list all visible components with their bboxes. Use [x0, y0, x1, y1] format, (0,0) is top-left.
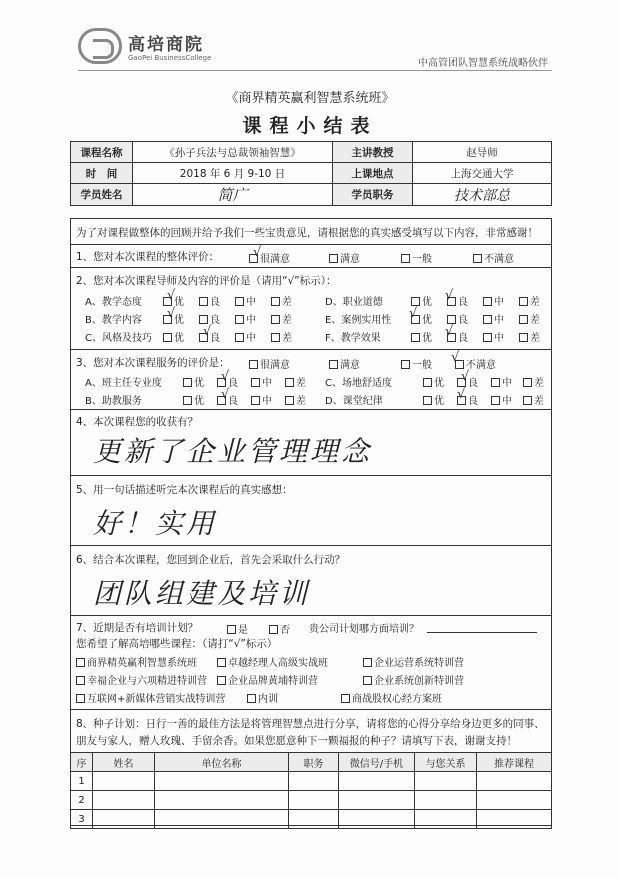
- grade-box[interactable]: 差: [271, 311, 292, 326]
- table-row: [71, 772, 552, 791]
- label-course-name: 课程名称: [71, 142, 133, 163]
- q5-section: [71, 475, 551, 545]
- q4-section: [71, 409, 551, 475]
- grade-box[interactable]: 中: [491, 392, 512, 407]
- course-option[interactable]: 企业系统创新特训营: [363, 672, 464, 687]
- grade-box[interactable]: 差: [285, 392, 306, 407]
- q3-item-teacher: A、班主任专业度: [85, 378, 162, 389]
- q1-check-mark: √: [253, 245, 262, 260]
- q2-check-mark: √: [445, 324, 454, 339]
- q7-yes[interactable]: 是: [227, 621, 248, 636]
- course-option[interactable]: 商战股权心经方案班: [341, 690, 442, 705]
- grade-box[interactable]: 中: [491, 374, 512, 389]
- table-cell[interactable]: [289, 772, 339, 791]
- value-location[interactable]: 上海交通大学: [413, 163, 552, 184]
- table-cell[interactable]: [93, 810, 155, 829]
- table-cell[interactable]: [93, 772, 155, 791]
- grade-box[interactable]: 良: [199, 329, 220, 344]
- table-row: [71, 791, 552, 810]
- table-cell[interactable]: [477, 772, 552, 791]
- q6-section: [71, 545, 551, 615]
- q2-item-ethics: D、职业道德: [325, 297, 383, 308]
- q2-check-mark: √: [409, 306, 418, 321]
- grade-box[interactable]: 优: [183, 374, 204, 389]
- q2-check-mark: √: [167, 306, 176, 321]
- q1-opt-average[interactable]: 一般: [401, 250, 432, 265]
- doc-title: 课程小结表: [242, 115, 378, 137]
- grade-box[interactable]: 中: [483, 293, 504, 308]
- q2-check-mark: √: [203, 324, 212, 339]
- grade-box[interactable]: 差: [285, 374, 306, 389]
- table-cell[interactable]: [477, 810, 552, 829]
- grade-box[interactable]: 良: [199, 293, 220, 308]
- q8-text-2: 朋友与家人，赠人玫瑰、手留余香。如果您愿意种下一颗福报的种子？请填写下表，谢谢支持！: [76, 735, 517, 747]
- grade-box[interactable]: 良: [447, 311, 468, 326]
- q3-item-venue: C、场地舒适度: [325, 378, 392, 389]
- q3-check-mark: √: [221, 369, 230, 384]
- intro-text: 为了对课程做整体的回顾并给予我们一些宝贵意见，请根据您的真实感受填写以下内容，非常感谢！: [76, 227, 538, 239]
- q7-which-label: 贵公司计划哪方面培训？: [309, 624, 419, 635]
- header-divider: [78, 70, 552, 71]
- q5-answer[interactable]: 好！实用: [93, 507, 218, 540]
- q1-opt-very-satisfied[interactable]: 很满意: [249, 250, 290, 265]
- q8-section: [71, 709, 551, 827]
- grade-box[interactable]: 中: [251, 392, 272, 407]
- q7-section: [71, 615, 551, 709]
- grade-box[interactable]: 优: [411, 329, 432, 344]
- q1-opt-satisfied[interactable]: 满意: [329, 250, 360, 265]
- grade-box[interactable]: 良: [199, 311, 220, 326]
- table-cell[interactable]: [415, 791, 477, 810]
- grade-box[interactable]: 中: [235, 311, 256, 326]
- grade-box[interactable]: 优: [411, 293, 432, 308]
- q7-which-line[interactable]: [427, 632, 537, 633]
- grade-box[interactable]: 差: [519, 329, 540, 344]
- grade-box[interactable]: 优: [163, 329, 184, 344]
- grade-box[interactable]: 优: [423, 392, 444, 407]
- table-cell[interactable]: [415, 810, 477, 829]
- label-student-name: 学员姓名: [71, 184, 133, 206]
- q1-opt-unsatisfied[interactable]: 不满意: [473, 250, 514, 265]
- q3-item-assistant: B、助教服务: [85, 396, 142, 407]
- row-number: 2: [71, 791, 93, 810]
- doc-subtitle: 《商界精英赢利智慧系统班》: [225, 91, 395, 106]
- grade-box[interactable]: 差: [519, 311, 540, 326]
- value-course-name[interactable]: 《孙子兵法与总裁领袖智慧》: [133, 142, 333, 163]
- logo-subtext: GaoPei BusinessCollege: [128, 54, 212, 62]
- course-option[interactable]: 互联网+新媒体营销实战特训营: [76, 690, 225, 705]
- grade-box[interactable]: 中: [483, 329, 504, 344]
- row-number: 1: [71, 772, 93, 791]
- q7-text: 7、近期是否有培训计划？: [76, 622, 199, 634]
- table-cell[interactable]: [339, 791, 415, 810]
- q3-opt-average[interactable]: 一般: [401, 356, 432, 371]
- q3-check-mark: √: [451, 350, 460, 365]
- q6-text: 6、结合本次课程，您回到企业后，首先会采取什么行动？: [76, 554, 346, 566]
- value-professor[interactable]: 赵导师: [413, 142, 552, 163]
- table-cell[interactable]: [155, 791, 289, 810]
- table-cell[interactable]: [155, 810, 289, 829]
- q2-check-mark: √: [167, 288, 176, 303]
- grade-box[interactable]: 差: [523, 392, 544, 407]
- table-cell[interactable]: [339, 810, 415, 829]
- course-option[interactable]: 幸福企业与六项精进特训营: [76, 672, 207, 687]
- label-professor: 主讲教授: [333, 142, 413, 163]
- grade-box[interactable]: 中: [483, 311, 504, 326]
- q3-check-mark: √: [457, 387, 466, 402]
- q1-section: [71, 244, 551, 267]
- course-option[interactable]: 卓越经理人高级实战班: [217, 654, 328, 669]
- q4-answer[interactable]: 更新了企业管理理念: [93, 435, 373, 468]
- table-cell[interactable]: [415, 772, 477, 791]
- q2-item-attitude: A、教学态度: [85, 297, 142, 308]
- q3-opt-unsatisfied[interactable]: 不满意: [455, 356, 496, 371]
- q3-section: [71, 349, 551, 409]
- table-cell[interactable]: [289, 810, 339, 829]
- q2-item-style: C、风格及技巧: [85, 333, 152, 344]
- value-student-title[interactable]: 技术部总: [413, 184, 552, 206]
- grade-box[interactable]: 优: [183, 392, 204, 407]
- course-option[interactable]: 企业运营系统特训营: [363, 654, 464, 669]
- q2-item-effect: F、教学效果: [325, 333, 381, 344]
- grade-box[interactable]: 良: [447, 293, 468, 308]
- label-time: 时 间: [71, 163, 133, 184]
- grade-box[interactable]: 优: [163, 311, 184, 326]
- grade-box[interactable]: 良: [457, 392, 478, 407]
- q2-item-content: B、教学内容: [85, 315, 142, 326]
- grade-box[interactable]: 差: [271, 293, 292, 308]
- gaopei-logo-icon: [78, 28, 122, 64]
- col-header: 职务: [289, 753, 339, 772]
- col-header: 序: [71, 753, 93, 772]
- grade-box[interactable]: 优: [411, 311, 432, 326]
- survey-body: [70, 218, 552, 826]
- table-row: [71, 810, 552, 829]
- table-cell[interactable]: [93, 791, 155, 810]
- grade-box[interactable]: 差: [523, 374, 544, 389]
- table-cell[interactable]: [477, 791, 552, 810]
- q3-check-mark: √: [461, 369, 470, 384]
- table-cell[interactable]: [155, 772, 289, 791]
- table-cell[interactable]: [289, 791, 339, 810]
- row-number: 3: [71, 810, 93, 829]
- q3-text: 3、您对本次课程服务的评价是：: [76, 357, 230, 369]
- grade-box[interactable]: 良: [457, 374, 478, 389]
- q4-text: 4、本次课程您的收获有？: [76, 416, 199, 428]
- col-header: 与您关系: [415, 753, 477, 772]
- logo-text: 高培商院: [128, 35, 204, 55]
- tagline: 中高管团队智慧系统战略伙伴: [418, 58, 548, 69]
- grade-box[interactable]: 中: [235, 329, 256, 344]
- q6-answer[interactable]: 团队组建及培训: [93, 577, 311, 610]
- col-header: 微信号/手机: [339, 753, 415, 772]
- col-header: 单位名称: [155, 753, 289, 772]
- col-header: 姓名: [93, 753, 155, 772]
- q7-want-text: 您希望了解高培哪些课程：（请打“√”标示）: [76, 638, 278, 650]
- q7-no[interactable]: 否: [269, 621, 290, 636]
- q2-section: [71, 267, 551, 349]
- course-option[interactable]: 内训: [247, 690, 278, 705]
- grade-box[interactable]: 差: [519, 293, 540, 308]
- q2-text: 2、您对本次课程导师及内容的评价是（请用“√”标示）：: [76, 275, 337, 287]
- col-header: 推荐课程: [477, 753, 552, 772]
- grade-box[interactable]: 中: [235, 293, 256, 308]
- course-option[interactable]: 商界精英赢利智慧系统班: [76, 654, 197, 669]
- label-student-title: 学员职务: [333, 184, 413, 206]
- q1-text: 1、您对本次课程的整体评价：: [76, 251, 220, 263]
- label-location: 上课地点: [333, 163, 413, 184]
- value-time[interactable]: 2018 年 6 月 9-10 日: [133, 163, 333, 184]
- grade-box[interactable]: 良: [217, 392, 238, 407]
- grade-box[interactable]: 优: [163, 293, 184, 308]
- q5-text: 5、用一句话描述听完本次课程后的真实感想：: [76, 484, 293, 496]
- grade-box[interactable]: 良: [217, 374, 238, 389]
- grade-box[interactable]: 优: [423, 374, 444, 389]
- q3-opt-satisfied[interactable]: 满意: [329, 356, 360, 371]
- table-cell[interactable]: [339, 772, 415, 791]
- grade-box[interactable]: 中: [251, 374, 272, 389]
- value-student-name[interactable]: 简广: [133, 184, 333, 206]
- referral-table: [70, 752, 552, 829]
- q2-item-case: E、案例实用性: [325, 315, 392, 326]
- q3-check-mark: √: [221, 387, 230, 402]
- q2-check-mark: √: [445, 288, 454, 303]
- header: [78, 20, 548, 72]
- course-option[interactable]: 企业品牌黄埔特训营: [217, 672, 318, 687]
- grade-box[interactable]: 良: [447, 329, 468, 344]
- q3-opt-very-satisfied[interactable]: 很满意: [249, 356, 290, 371]
- grade-box[interactable]: 差: [271, 329, 292, 344]
- q3-item-discipline: D、课堂纪律: [325, 396, 383, 407]
- course-info-table: [70, 141, 552, 206]
- q8-text-1: 8、种子计划：日行一善的最佳方法是将管理智慧点进行分享，请将您的心得分享给身边更多的同事、: [76, 718, 545, 730]
